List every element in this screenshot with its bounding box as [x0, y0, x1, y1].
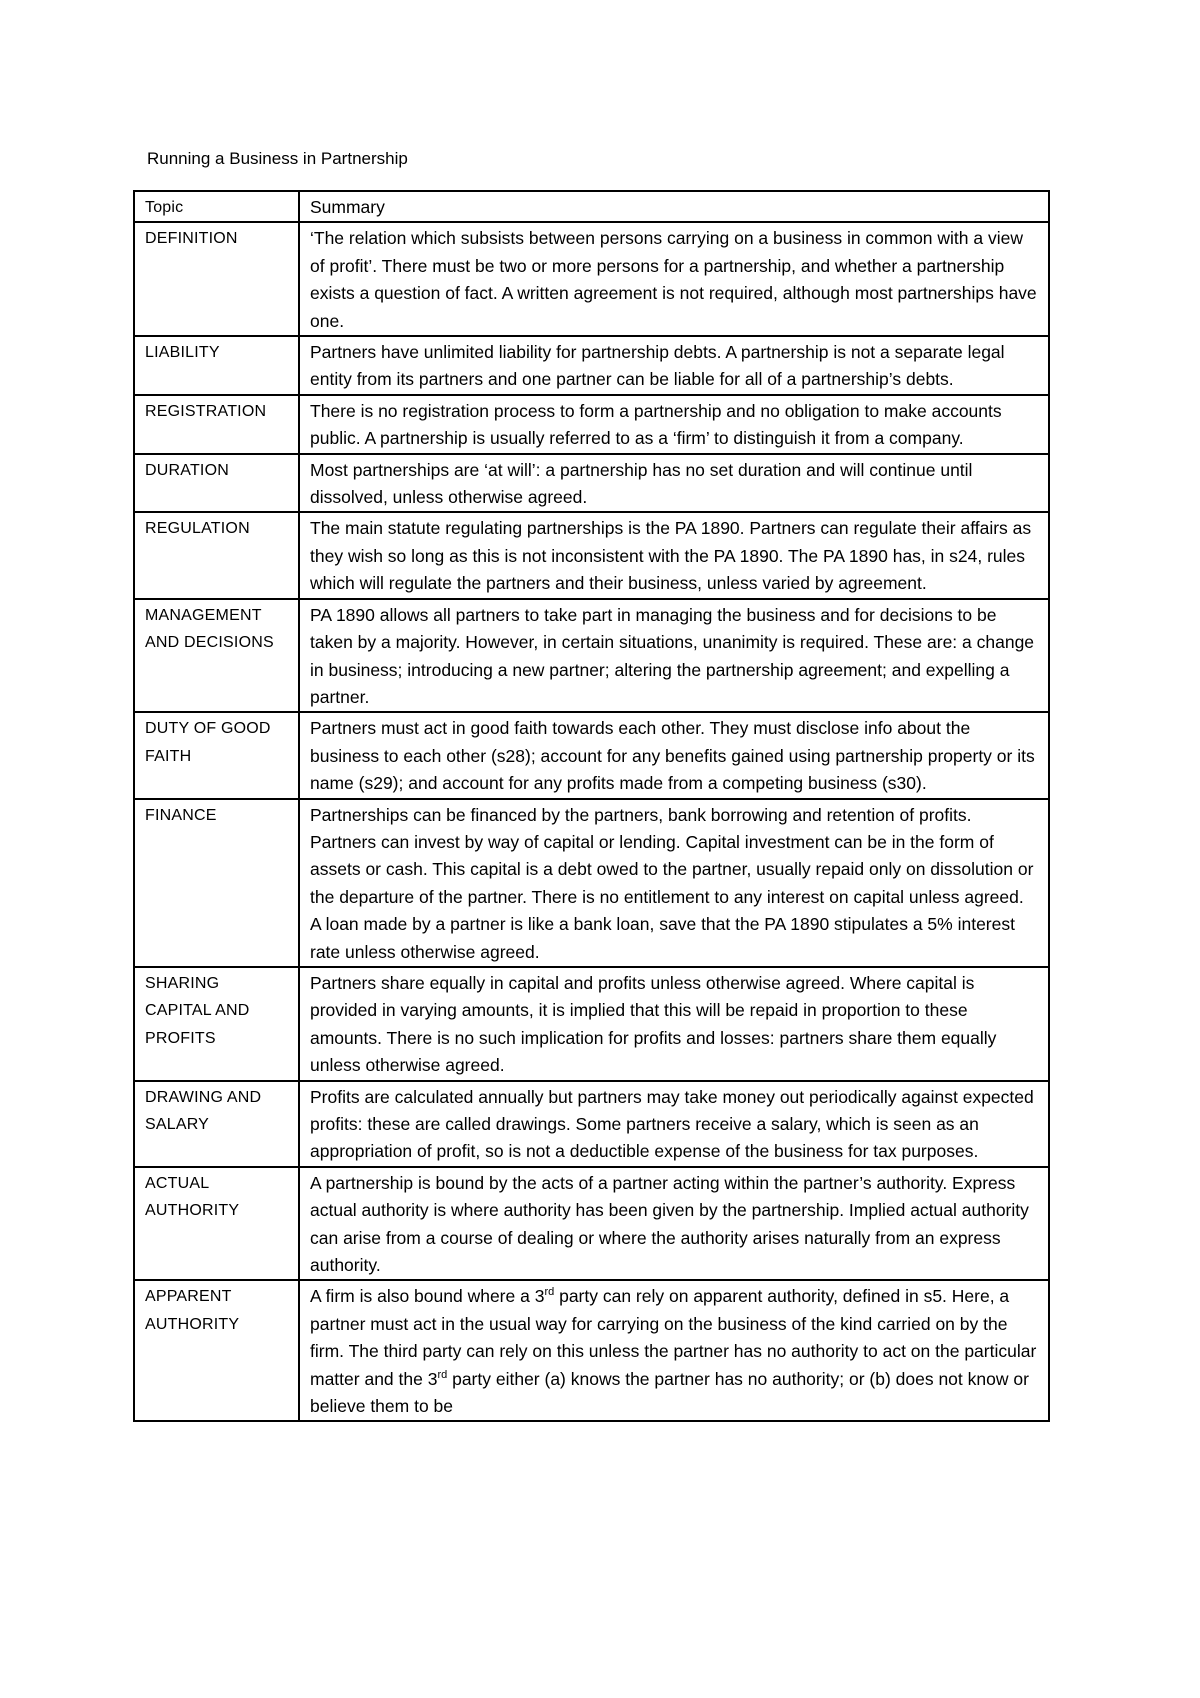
row-topic: FINANCE [134, 799, 299, 967]
table-row [134, 454, 1049, 513]
document-title: Running a Business in Partnership [147, 149, 408, 168]
row-summary: A partnership is bound by the acts of a partner acting within the partner’s authority. Express actual authority is where authority has been given by the partnership. Implied actual authority can arise from a course of dealing or where the authority arises naturally from an express authority. [299, 1167, 1049, 1281]
header-summary: Summary [299, 191, 1049, 222]
row-topic: ACTUAL AUTHORITY [134, 1167, 299, 1281]
row-summary: Most partnerships are ‘at will’: a partnership has no set duration and will continue until dissolved, unless otherwise agreed. [299, 454, 1049, 513]
summary-table [133, 190, 1050, 1422]
row-summary: There is no registration process to form a partnership and no obligation to make accounts public. A partnership is usually referred to as a ‘firm’ to distinguish it from a company. [299, 395, 1049, 454]
row-summary: Partners must act in good faith towards each other. They must disclose info about the business to each other (s28); account for any benefits gained using partnership property or its name (s29); and account for any profits made from a competing business (s30). [299, 712, 1049, 798]
summary-text-part: party either (a) knows the partner has no authority; or (b) does not know or believe them to be [310, 1368, 1029, 1417]
table-row [134, 799, 1049, 967]
table-row [134, 512, 1049, 598]
table-row [134, 1167, 1049, 1281]
row-summary: ‘The relation which subsists between persons carrying on a business in common with a view of profit’. There must be two or more persons for a partnership, and whether a partnership exists a question of fact. A written agreement is not required, although most partnerships have one. [299, 222, 1049, 336]
table-row [134, 967, 1049, 1081]
row-topic: SHARING CAPITAL AND PROFITS [134, 967, 299, 1081]
ordinal-suffix: rd [544, 1286, 555, 1299]
table-row [134, 222, 1049, 336]
row-summary: Partners share equally in capital and profits unless otherwise agreed. Where capital is provided in varying amounts, it is implied that this will be repaid in proportion to these amounts. There is no such implication for profits and losses: partners share them equally unless otherwise agreed. [299, 967, 1049, 1081]
table-row [134, 712, 1049, 798]
summary-text-part: party can rely on apparent authority, defined in s5. Here, a partner must act in the usual way for carrying on the business of the kind carried on by the firm. The third party can rely on this unless the partner has no authority to act on the particular matter and the 3 [310, 1286, 1037, 1389]
row-summary: Partners have unlimited liability for partnership debts. A partnership is not a separate legal entity from its partners and one partner can be liable for all of a partnership’s debts. [299, 336, 1049, 395]
row-summary: Profits are calculated annually but partners may take money out periodically against expected profits: these are called drawings. Some partners receive a salary, which is seen as an appropriation of profit, so is not a deductible expense of the business for tax purposes. [299, 1081, 1049, 1167]
table-row [134, 1280, 1049, 1421]
table-row [134, 599, 1049, 713]
row-topic: MANAGEMENT AND DECISIONS [134, 599, 299, 713]
row-topic: DRAWING AND SALARY [134, 1081, 299, 1167]
table-row [134, 1081, 1049, 1167]
row-topic: DUTY OF GOOD FAITH [134, 712, 299, 798]
row-summary: PA 1890 allows all partners to take part in managing the business and for decisions to be taken by a majority. However, in certain situations, unanimity is required. These are: a change in business; introducing a new partner; altering the partnership agreement; and expelling a partner. [299, 599, 1049, 713]
row-topic: APPARENT AUTHORITY [134, 1280, 299, 1421]
row-topic: LIABILITY [134, 336, 299, 395]
row-topic: REGISTRATION [134, 395, 299, 454]
ordinal-suffix: rd [437, 1368, 448, 1381]
table-header-row [134, 191, 1049, 222]
row-summary: Partnerships can be financed by the partners, bank borrowing and retention of profits. Partners can invest by way of capital or lending. Capital investment can be in the form of assets or cash. This capital is a debt owed to the partner, usually repaid only on dissolution or the departure of the partner. There is no entitlement to any interest on capital unless agreed. A loan made by a partner is like a bank loan, save that the PA 1890 stipulates a 5% interest rate unless otherwise agreed. [299, 799, 1049, 967]
summary-text-part: A firm is also bound where a 3 [310, 1286, 545, 1307]
header-topic: Topic [134, 191, 299, 222]
row-summary [299, 1280, 1049, 1421]
row-summary: The main statute regulating partnerships is the PA 1890. Partners can regulate their affairs as they wish so long as this is not inconsistent with the PA 1890. The PA 1890 has, in s24, rules which will regulate the partners and their business, unless varied by agreement. [299, 512, 1049, 598]
table-row [134, 336, 1049, 395]
row-topic: DEFINITION [134, 222, 299, 336]
row-topic: DURATION [134, 454, 299, 513]
table-row [134, 395, 1049, 454]
row-topic: REGULATION [134, 512, 299, 598]
